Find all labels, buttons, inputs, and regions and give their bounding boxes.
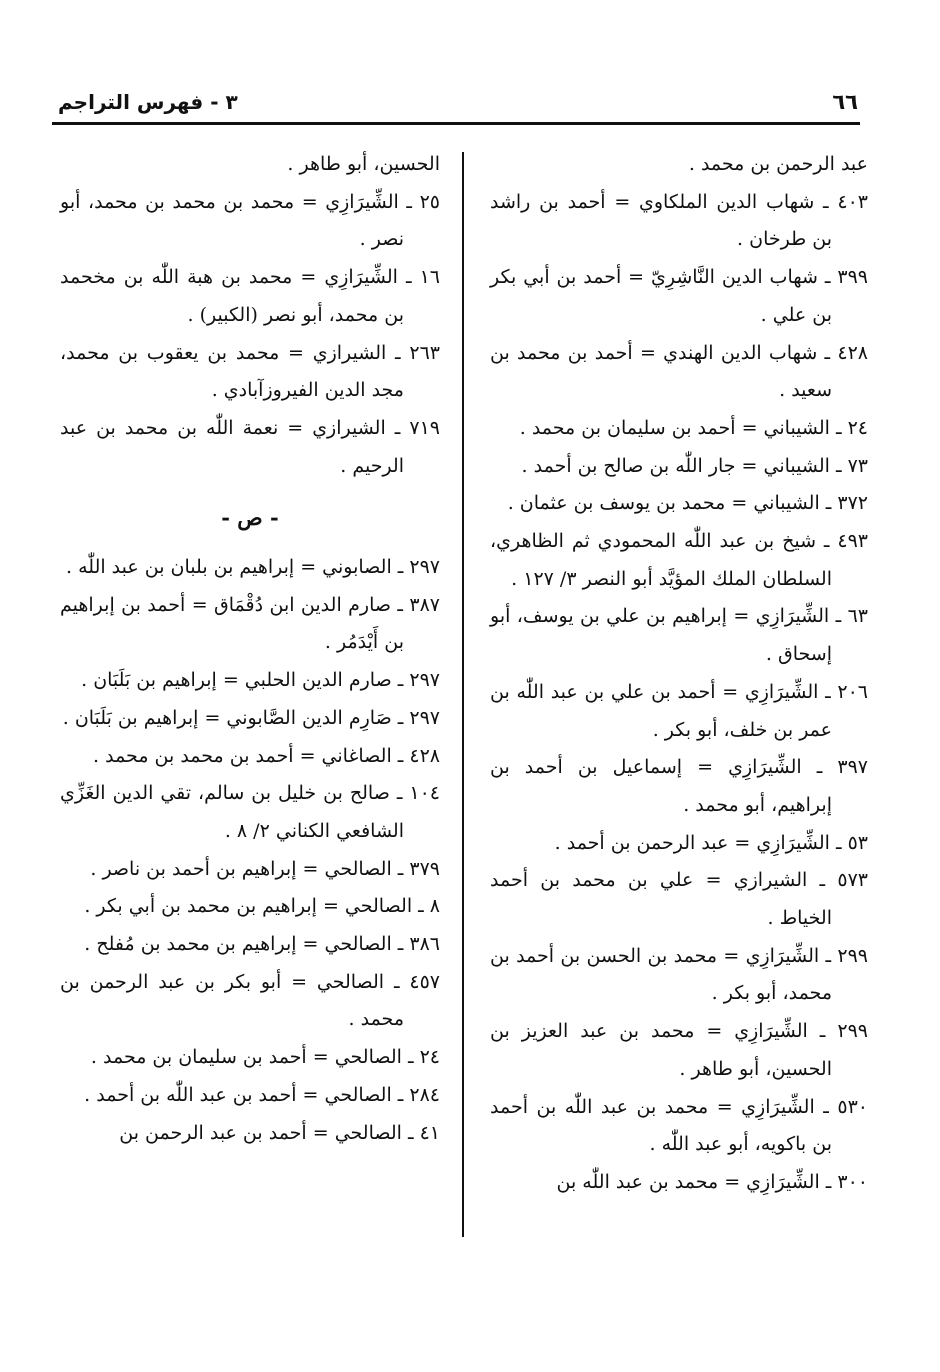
letter-heading: - ص -: [221, 505, 279, 531]
index-entry: ٤٥٧ ـ الصالحي = أبو بكر بن عبد الرحمن بن محمد .: [60, 970, 440, 1031]
section-title: ٣ - فهرس التراجم: [58, 90, 238, 114]
index-entry: ٣٧٩ ـ الصالحي = إبراهيم بن أحمد بن ناصر .: [90, 857, 440, 880]
index-entry: ٤٢٨ ـ الصاغاني = أحمد بن محمد بن محمد .: [93, 744, 440, 767]
left-column: [60, 146, 440, 1152]
index-entry: ٥٣ ـ الشِّيرَازِي = عبد الرحمن بن أحمد .: [554, 831, 868, 854]
index-entry: ٤٩٣ ـ شيخ بن عبد اللّٰه المحمودي ثم الظاهري، السلطان الملك المؤيَّد أبو النصر ٣/ ١٢٧ .: [490, 530, 868, 590]
index-entry: ٢٤ ـ الشيباني = أحمد بن سليمان بن محمد .: [519, 416, 868, 439]
index-entry: ٢٩٧ ـ صَارِم الدين الصَّابوني = إبراهيم بن بَلَبَان .: [62, 706, 440, 729]
index-entry: ٣٩٧ ـ الشِّيرَازِي = إسماعيل بن أحمد بن إبراهيم، أبو محمد .: [490, 756, 868, 816]
index-entry: ٨ ـ الصالحي = إبراهيم بن محمد بن أبي بكر .: [84, 895, 440, 918]
index-entry: ٣٧٢ ـ الشيباني = محمد بن يوسف بن عثمان .: [507, 492, 868, 515]
index-entry: ٢٦٣ ـ الشيرازي = محمد بن يعقوب بن محمد، مجد الدين الفيروزآبادي .: [60, 341, 440, 402]
index-entry: ٤٠٣ ـ شهاب الدين الملكاوي = أحمد بن راشد بن طرخان .: [490, 190, 868, 251]
index-entry: الحسين، أبو طاهر .: [287, 153, 440, 175]
index-entry: ٢٩٩ ـ الشِّيرَازِي = محمد بن الحسن بن أحمد بن محمد، أبو بكر .: [490, 944, 868, 1005]
index-entry: ٤١ ـ الصالحي = أحمد بن عبد الرحمن بن: [119, 1121, 440, 1144]
index-entry: ٣٩٩ ـ شهاب الدين النَّاشِرِيّ = أحمد بن أبي بكر بن علي .: [490, 266, 868, 326]
index-entry: ٢٥ ـ الشِّيرَازِي = محمد بن محمد بن محمد، أبو نصر .: [60, 190, 440, 251]
index-entry: ٥٣٠ ـ الشِّيرَازِي = محمد بن عبد اللّٰه بن أحمد بن باكويه، أبو عبد اللّٰه .: [490, 1095, 868, 1156]
index-entry: ٥٧٣ ـ الشيرازي = علي بن محمد بن أحمد الخياط .: [490, 869, 868, 930]
index-entry: ٢٤ ـ الصالحي = أحمد بن سليمان بن محمد .: [90, 1046, 440, 1069]
index-entry: ٦٣ ـ الشِّيرَازِي = إبراهيم بن علي بن يوسف، أبو إسحاق .: [490, 605, 868, 666]
index-entry: ٣٠٠ ـ الشِّيرَازِي = محمد بن عبد اللّٰه بن: [556, 1170, 868, 1193]
index-entry: ٤٢٨ ـ شهاب الدين الهندي = أحمد بن محمد بن سعيد .: [490, 341, 868, 402]
index-entry: ٣٨٦ ـ الصالحي = إبراهيم بن محمد بن مُفلح .: [84, 933, 440, 956]
index-entry: ٢٩٩ ـ الشِّيرَازِي = محمد بن عبد العزيز بن الحسين، أبو طاهر .: [490, 1020, 868, 1080]
index-entry: ١٦ ـ الشِّيرَازِي = محمد بن هبة اللّٰه بن مخحمد بن محمد، أبو نصر (الكبير) .: [60, 266, 440, 326]
index-entry: ٢٩٧ ـ صارم الدين الحلبي = إبراهيم بن بَلَبَان .: [81, 669, 440, 692]
index-entry: عبد الرحمن بن محمد .: [688, 153, 868, 175]
index-entry: ٣٨٧ ـ صارم الدين ابن دُقْمَاق = أحمد بن إبراهيم بن أَيْدَمُر .: [60, 593, 440, 654]
index-entry: ٢٠٦ ـ الشِّيرَازِي = أحمد بن علي بن عبد اللّٰه بن عمر بن خلف، أبو بكر .: [490, 680, 868, 741]
page-header: [58, 84, 858, 120]
page-number: ٦٦: [832, 90, 858, 114]
index-entry: ٧١٩ ـ الشيرازي = نعمة اللّٰه بن محمد بن عبد الرحيم .: [60, 416, 440, 477]
index-entry: ٢٨٤ ـ الصالحي = أحمد بن عبد اللّٰه بن أحمد .: [84, 1083, 440, 1106]
index-entry: ٧٣ ـ الشيباني = جار اللّٰه بن صالح بن أحمد .: [521, 454, 868, 477]
header-rule: [52, 122, 860, 125]
index-entry: ٢٩٧ ـ الصابوني = إبراهيم بن بلبان بن عبد اللّٰه .: [66, 556, 440, 579]
column-divider: [462, 152, 464, 1237]
right-column: [490, 146, 868, 1202]
index-entry: ١٠٤ ـ صالح بن خليل بن سالم، تقي الدين الغَزِّي الشافعي الكناني ٢/ ٨ .: [60, 782, 440, 842]
